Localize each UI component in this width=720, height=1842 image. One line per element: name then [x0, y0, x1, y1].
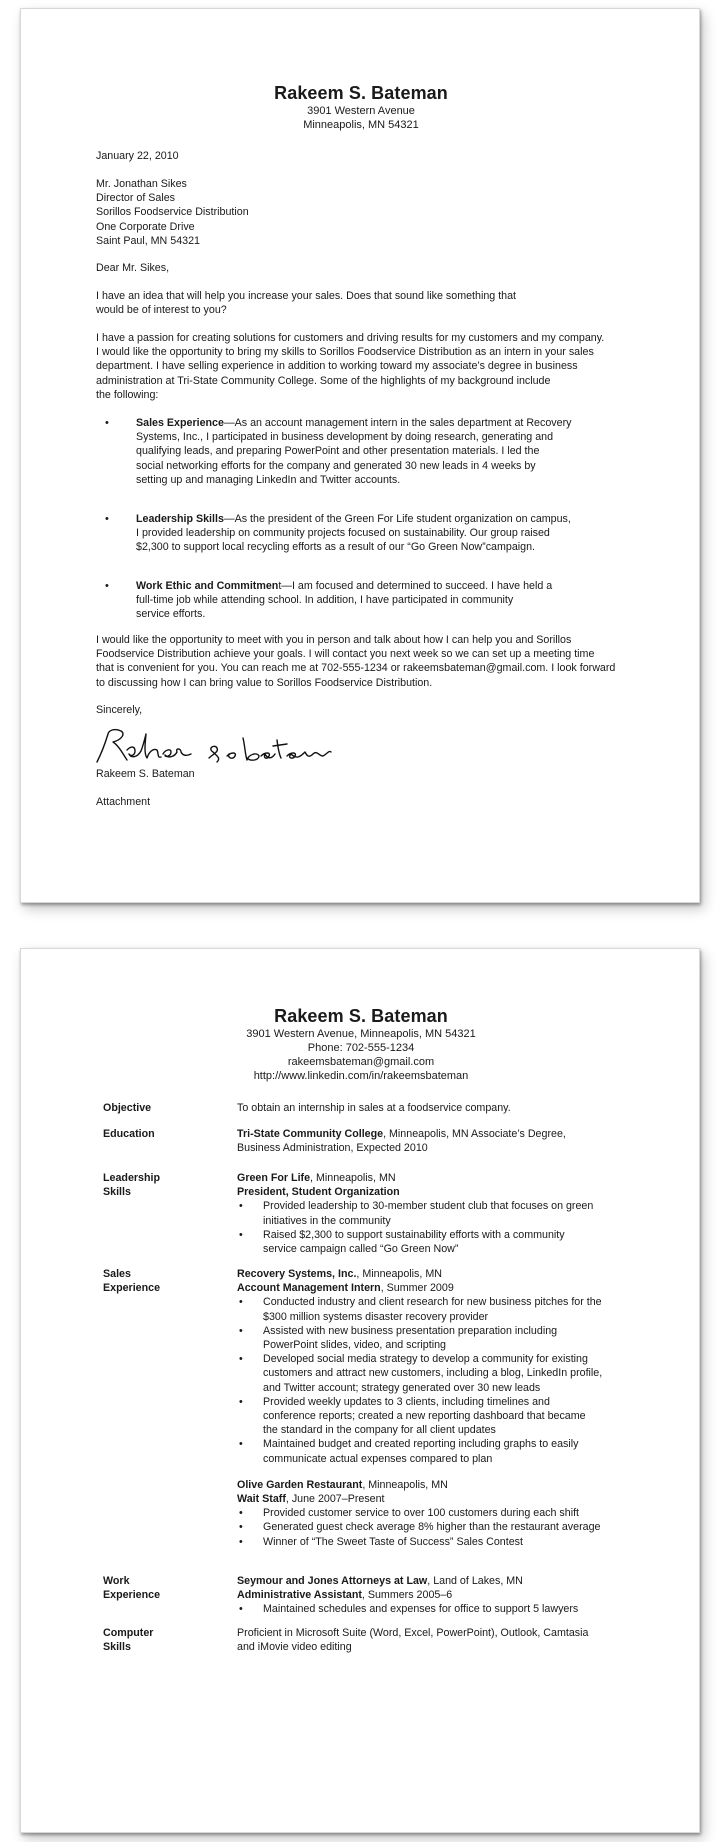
education-entry: Tri-State Community College, Minneapolis, MN Associate’s Degree, Business Administration, Expected 2010: [237, 1128, 566, 1155]
section-label-work-experience: Work Experience: [103, 1575, 161, 1601]
sales-experience-entries: Recovery Systems, Inc., Minneapolis, MN Account Management Intern, Summer 2009 • Conducted industry and client research for new business pitches for the $300 million systems disaster recovery provider • Assisted with new business presentation preparation including PowerPoint slides, video, and scripting • Developed social media strategy to develop a community for existing customers and attract new customers, including a blog, LinkedIn profile, and Twitter account; strategy generated over 30 new leads • Provided weekly updates to 3 clients, including timelines and conference reports; created a new reporting dashboard that became the standard in the company for all client updates • Maintained budget and created reporting including graphs to easily communicate actual expenses compared to plan Olive Garden Restaurant, Minneapolis, MN Wait Staff, June 2007–Present • Provided customer service to over 100 customers during each shift • Generated guest check average 8% higher than the restaurant average • Winner of “The Sweet Taste of Success” Sales Contest: [237, 1267, 657, 1549]
bullet-icon: •: [105, 580, 109, 592]
resume-contact: 3901 Western Avenue, Minneapolis, MN 54321 Phone: 702-555-1234 rakeemsbateman@gmail.com http://www.linkedin.com/in/rakeemsbateman: [246, 1028, 476, 1082]
list-item: • Assisted with new business presentation preparation including PowerPoint slides, video, and scripting: [237, 1324, 657, 1352]
letter-closing: Sincerely,: [96, 704, 143, 716]
cover-letter-page: Rakeem S. Bateman 3901 Western Avenue Minneapolis, MN 54321 January 22, 2010 Mr. Jonathan Sikes Director of Sales Sorillos Foodservice Distribution One Corporate Drive Saint Paul, MN 54321 Dear Mr. Sikes, I have an idea that will help you increase your sales. Does that sound like something that would be of interest to you? I have a passion for creating solutions for customers and driving results for my customers and my company. I would like the opportunity to bring my skills to Sorillos Foodservice Distribution as an intern in your sales department. I have selling experience in addition to working toward my associate’s degree in business administration at Tri-State Community College. Some of the highlights of my background include the following: • Sales Experience—As an account management intern in the sales department at Recovery Systems, Inc., I participated in business development by doing research, generating and qualifying leads, and preparing PowerPoint and other presentation materials. I led the social networking efforts for the company and generated 30 new leads in 4 weeks by setting up and managing LinkedIn and Twitter accounts. • Leadership Skills—As the president of the Green For Life student organization on campus, I provided leadership on community projects focused on sustainability. Our group raised $2,300 to support local recycling efforts as a result of our “Go Green Now”campaign. • Work Ethic and Commitment—I am focused and determined to succeed. I have held a full-time job while attending school. In addition, I have participated in community service efforts. I would like the opportunity to meet with you in person and talk about how I can help you and Sorillos Foodservice Distribution achieve your goals. I will contact you next week so we can set up a meeting time that is convenient for you. You can reach me at 702-555-1234 or rakeemsbateman@gmail.com. I look forward to discussing how I can bring value to Sorillos Foodservice Distribution. Sincerely, Rakeem S. Bateman Attachment: [20, 8, 700, 903]
list-item: • Conducted industry and client research for new business pitches for the $300 million systems disaster recovery provider: [237, 1295, 657, 1323]
list-item: • Developed social media strategy to develop a community for existing customers and attract new customers, including a blog, LinkedIn profile, and Twitter account; strategy generated over 30 new leads: [237, 1352, 657, 1395]
list-item: • Winner of “The Sweet Taste of Success” Sales Contest: [237, 1535, 657, 1549]
objective-text: To obtain an internship in sales at a foodservice company.: [237, 1102, 511, 1114]
section-label-education: Education: [103, 1128, 155, 1140]
letter-sender-address: 3901 Western Avenue Minneapolis, MN 54321: [303, 105, 419, 131]
resume-name: Rakeem S. Bateman: [274, 1006, 448, 1026]
section-label-leadership: Leadership Skills: [103, 1172, 161, 1198]
bullet-icon: •: [105, 513, 109, 525]
letter-enclosure: Attachment: [96, 796, 151, 808]
list-item: • Raised $2,300 to support sustainability efforts with a community service campaign called “Go Green Now”: [237, 1228, 657, 1256]
list-item: • Maintained schedules and expenses for office to support 5 lawyers: [237, 1602, 657, 1616]
section-label-sales-experience: Sales Experience: [103, 1268, 161, 1294]
list-item: • Provided weekly updates to 3 clients, including timelines and conference reports; created a new reporting dashboard that became the standard in the company for all client updates: [237, 1395, 657, 1438]
letter-paragraph-2: I have a passion for creating solutions for customers and driving results for my customers and my company. I would like the opportunity to bring my skills to Sorillos Foodservice Distribution as an intern in your sales department. I have selling experience in addition to working toward my associate’s degree in business administration at Tri-State Community College. Some of the highlights of my background include the following:: [96, 332, 605, 401]
handwritten-signature: [91, 724, 391, 772]
bullet-icon: •: [105, 417, 109, 429]
letter-date: January 22, 2010: [96, 150, 179, 162]
section-label-objective: Objective: [103, 1102, 152, 1114]
letter-paragraph-3: I would like the opportunity to meet with you in person and talk about how I can help you and Sorillos Foodservice Distribution achieve your goals. I will contact you next week so we can set up a meeting time that is convenient for you. You can reach me at 702-555-1234 or rakeemsbateman@gmail.com. I look forward to discussing how I can bring value to Sorillos Foodservice Distribution.: [96, 634, 616, 689]
computer-skills-text: Proficient in Microsoft Suite (Word, Excel, PowerPoint), Outlook, Camtasia and iMovie video editing: [237, 1627, 589, 1654]
work-experience-entry: Seymour and Jones Attorneys at Law, Land of Lakes, MN Administrative Assistant, Summers 2005–6 • Maintained schedules and expenses for office to support 5 lawyers: [237, 1574, 657, 1617]
list-item: • Generated guest check average 8% higher than the restaurant average: [237, 1520, 657, 1534]
letter-salutation: Dear Mr. Sikes,: [96, 262, 170, 274]
letter-paragraph-1: I have an idea that will help you increase your sales. Does that sound like something that would be of interest to you?: [96, 290, 517, 317]
letter-sender-name: Rakeem S. Bateman: [274, 83, 448, 103]
resume-page: [20, 948, 700, 1833]
letter-recipient-address: Mr. Jonathan Sikes Director of Sales Sorillos Foodservice Distribution One Corporate Drive Saint Paul, MN 54321: [96, 178, 249, 247]
list-item: • Maintained budget and created reporting including graphs to easily communicate actual expenses compared to plan: [237, 1437, 657, 1465]
section-label-computer-skills: Computer Skills: [103, 1627, 154, 1653]
leadership-entry: Green For Life, Minneapolis, MN President, Student Organization • Provided leadership to 30-member student club that focuses on green initiatives in the community • Raised $2,300 to support sustainability efforts with a community service campaign called “Go Green Now”: [237, 1171, 657, 1256]
list-item: • Provided leadership to 30-member student club that focuses on green initiatives in the community: [237, 1199, 657, 1227]
list-item: • Provided customer service to over 100 customers during each shift: [237, 1506, 657, 1520]
letter-signer-name: Rakeem S. Bateman: [96, 768, 195, 780]
